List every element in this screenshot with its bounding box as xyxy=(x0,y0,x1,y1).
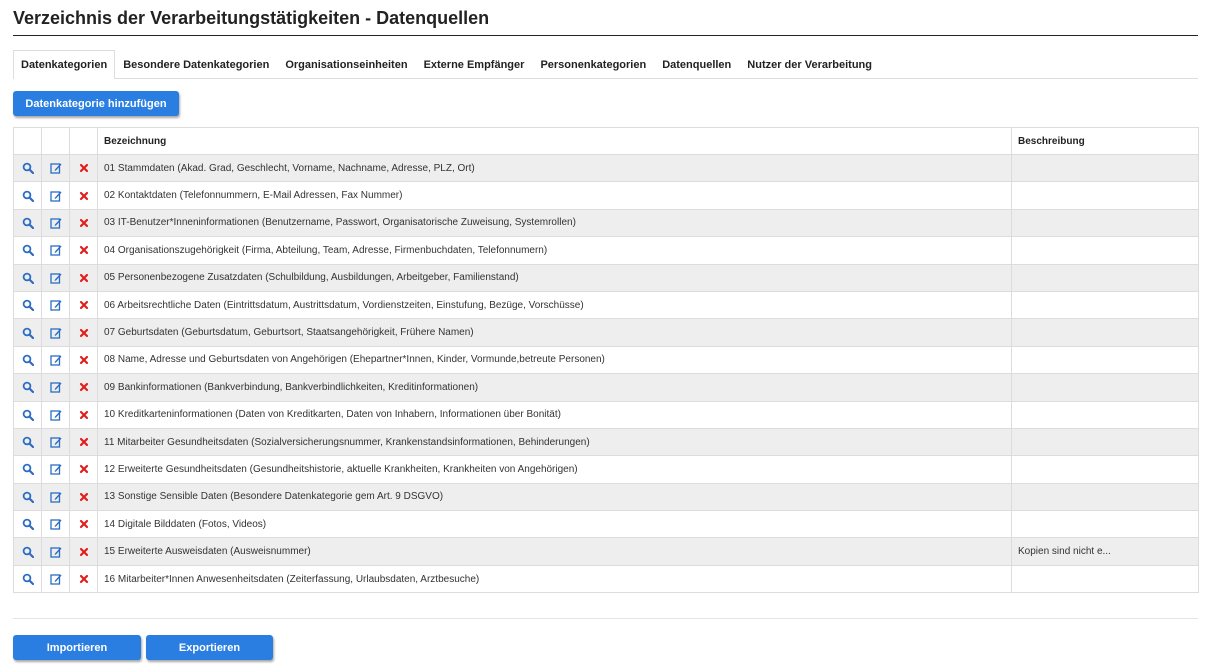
delete-icon xyxy=(78,546,90,557)
edit-icon xyxy=(50,437,62,448)
table-row xyxy=(14,428,1199,455)
search-icon xyxy=(22,492,34,503)
delete-button[interactable] xyxy=(70,319,98,346)
row-bezeichnung: 15 Erweiterte Ausweisdaten (Ausweisnummer) xyxy=(98,538,1012,565)
search-icon xyxy=(22,546,34,557)
view-button[interactable] xyxy=(14,209,42,236)
table-row xyxy=(14,237,1199,264)
search-icon xyxy=(22,163,34,174)
view-button[interactable] xyxy=(14,456,42,483)
edit-button[interactable] xyxy=(42,291,70,318)
row-beschreibung xyxy=(1012,456,1199,483)
table-row xyxy=(14,155,1199,182)
edit-button[interactable] xyxy=(42,428,70,455)
row-beschreibung xyxy=(1012,209,1199,236)
page-title: Verzeichnis der Verarbeitungstätigkeiten - Datenquellen xyxy=(13,8,1198,36)
row-beschreibung xyxy=(1012,264,1199,291)
edit-icon xyxy=(50,546,62,557)
delete-button[interactable] xyxy=(70,456,98,483)
edit-icon xyxy=(50,382,62,393)
row-bezeichnung: 08 Name, Adresse und Geburtsdaten von Angehörigen (Ehepartner*Innen, Kinder, Vormunde,betreute Personen) xyxy=(98,346,1012,373)
table-row xyxy=(14,264,1199,291)
header-action-delete xyxy=(70,128,98,155)
table-row xyxy=(14,209,1199,236)
row-bezeichnung: 14 Digitale Bilddaten (Fotos, Videos) xyxy=(98,511,1012,538)
delete-button[interactable] xyxy=(70,346,98,373)
view-button[interactable] xyxy=(14,374,42,401)
export-button[interactable]: Exportieren xyxy=(146,635,273,660)
edit-icon xyxy=(50,409,62,420)
row-beschreibung xyxy=(1012,428,1199,455)
delete-button[interactable] xyxy=(70,155,98,182)
view-button[interactable] xyxy=(14,319,42,346)
row-bezeichnung: 02 Kontaktdaten (Telefonnummern, E-Mail Adressen, Fax Nummer) xyxy=(98,182,1012,209)
search-icon xyxy=(22,574,34,585)
delete-icon xyxy=(78,437,90,448)
search-icon xyxy=(22,382,34,393)
delete-icon xyxy=(78,409,90,420)
tab-besondere-datenkategorien[interactable]: Besondere Datenkategorien xyxy=(123,59,270,71)
edit-button[interactable] xyxy=(42,374,70,401)
edit-button[interactable] xyxy=(42,401,70,428)
tab-datenkategorien[interactable]: Datenkategorien xyxy=(13,50,115,79)
table-row xyxy=(14,456,1199,483)
edit-button[interactable] xyxy=(42,209,70,236)
import-button[interactable]: Importieren xyxy=(13,635,141,660)
view-button[interactable] xyxy=(14,182,42,209)
header-action-view xyxy=(14,128,42,155)
row-beschreibung xyxy=(1012,483,1199,510)
tab-personenkategorien[interactable]: Personenkategorien xyxy=(540,59,647,71)
delete-button[interactable] xyxy=(70,182,98,209)
table-row xyxy=(14,538,1199,565)
search-icon xyxy=(22,245,34,256)
edit-icon xyxy=(50,574,62,585)
search-icon xyxy=(22,437,34,448)
header-bezeichnung: Bezeichnung xyxy=(98,128,1012,155)
delete-icon xyxy=(78,272,90,283)
edit-icon xyxy=(50,492,62,503)
delete-icon xyxy=(78,355,90,366)
edit-button[interactable] xyxy=(42,182,70,209)
row-bezeichnung: 01 Stammdaten (Akad. Grad, Geschlecht, Vorname, Nachname, Adresse, PLZ, Ort) xyxy=(98,155,1012,182)
header-beschreibung: Beschreibung xyxy=(1012,128,1199,155)
view-button[interactable] xyxy=(14,291,42,318)
tab-externe-empfaenger[interactable]: Externe Empfänger xyxy=(423,59,525,71)
edit-icon xyxy=(50,190,62,201)
table-row xyxy=(14,182,1199,209)
delete-button[interactable] xyxy=(70,374,98,401)
delete-button[interactable] xyxy=(70,538,98,565)
delete-icon xyxy=(78,218,90,229)
footer-divider xyxy=(13,618,1198,619)
delete-icon xyxy=(78,492,90,503)
delete-button[interactable] xyxy=(70,483,98,510)
row-bezeichnung: 09 Bankinformationen (Bankverbindung, Bankverbindlichkeiten, Kreditinformationen) xyxy=(98,374,1012,401)
row-beschreibung xyxy=(1012,401,1199,428)
edit-button[interactable] xyxy=(42,565,70,592)
edit-button[interactable] xyxy=(42,155,70,182)
view-button[interactable] xyxy=(14,237,42,264)
edit-icon xyxy=(50,272,62,283)
edit-button[interactable] xyxy=(42,538,70,565)
tab-organisationseinheiten[interactable]: Organisationseinheiten xyxy=(285,59,408,71)
row-beschreibung xyxy=(1012,155,1199,182)
header-action-edit xyxy=(42,128,70,155)
delete-icon xyxy=(78,464,90,475)
delete-icon xyxy=(78,190,90,201)
search-icon xyxy=(22,519,34,530)
row-bezeichnung: 13 Sonstige Sensible Daten (Besondere Datenkategorie gem Art. 9 DSGVO) xyxy=(98,483,1012,510)
delete-icon xyxy=(78,300,90,311)
view-button[interactable] xyxy=(14,264,42,291)
search-icon xyxy=(22,327,34,338)
view-button[interactable] xyxy=(14,565,42,592)
row-bezeichnung: 10 Kreditkarteninformationen (Daten von Kreditkarten, Daten von Inhabern, Informationen über Bonität) xyxy=(98,401,1012,428)
edit-icon xyxy=(50,464,62,475)
edit-icon xyxy=(50,519,62,530)
row-beschreibung xyxy=(1012,291,1199,318)
view-button[interactable] xyxy=(14,401,42,428)
delete-button[interactable] xyxy=(70,209,98,236)
edit-icon xyxy=(50,355,62,366)
table-row xyxy=(14,346,1199,373)
tab-nutzer-der-verarbeitung[interactable]: Nutzer der Verarbeitung xyxy=(747,59,872,71)
delete-button[interactable] xyxy=(70,428,98,455)
row-beschreibung xyxy=(1012,511,1199,538)
search-icon xyxy=(22,190,34,201)
delete-icon xyxy=(78,163,90,174)
tab-datenquellen[interactable]: Datenquellen xyxy=(662,59,732,71)
table-row xyxy=(14,401,1199,428)
row-beschreibung xyxy=(1012,319,1199,346)
row-bezeichnung: 04 Organisationszugehörigkeit (Firma, Abteilung, Team, Adresse, Firmenbuchdaten, Telefonnumern) xyxy=(98,237,1012,264)
table-row xyxy=(14,291,1199,318)
row-bezeichnung: 05 Personenbezogene Zusatzdaten (Schulbildung, Ausbildungen, Arbeitgeber, Familienstand) xyxy=(98,264,1012,291)
edit-icon xyxy=(50,163,62,174)
view-button[interactable] xyxy=(14,511,42,538)
view-button[interactable] xyxy=(14,155,42,182)
search-icon xyxy=(22,300,34,311)
delete-button[interactable] xyxy=(70,511,98,538)
edit-button[interactable] xyxy=(42,456,70,483)
row-beschreibung: Kopien sind nicht e... xyxy=(1012,538,1199,565)
table-row xyxy=(14,565,1199,592)
view-button[interactable] xyxy=(14,483,42,510)
edit-button[interactable] xyxy=(42,511,70,538)
search-icon xyxy=(22,355,34,366)
row-bezeichnung: 07 Geburtsdaten (Geburtsdatum, Geburtsort, Staatsangehörigkeit, Frühere Namen) xyxy=(98,319,1012,346)
delete-icon xyxy=(78,327,90,338)
table-header-row xyxy=(14,128,1199,155)
search-icon xyxy=(22,464,34,475)
edit-icon xyxy=(50,245,62,256)
edit-button[interactable] xyxy=(42,483,70,510)
view-button[interactable] xyxy=(14,428,42,455)
delete-button[interactable] xyxy=(70,291,98,318)
add-data-category-button[interactable]: Datenkategorie hinzufügen xyxy=(13,91,179,116)
delete-button[interactable] xyxy=(70,401,98,428)
search-icon xyxy=(22,272,34,283)
search-icon xyxy=(22,409,34,420)
row-bezeichnung: 11 Mitarbeiter Gesundheitsdaten (Sozialversicherungsnummer, Krankenstandsinformationen, Behinderungen) xyxy=(98,428,1012,455)
table-row xyxy=(14,319,1199,346)
tab-bar xyxy=(13,50,1198,79)
edit-icon xyxy=(50,218,62,229)
delete-button[interactable] xyxy=(70,565,98,592)
edit-button[interactable] xyxy=(42,319,70,346)
row-bezeichnung: 16 Mitarbeiter*Innen Anwesenheitsdaten (Zeiterfassung, Urlaubsdaten, Arztbesuche) xyxy=(98,565,1012,592)
view-button[interactable] xyxy=(14,346,42,373)
delete-icon xyxy=(78,382,90,393)
delete-button[interactable] xyxy=(70,237,98,264)
row-beschreibung xyxy=(1012,182,1199,209)
row-bezeichnung: 12 Erweiterte Gesundheitsdaten (Gesundheitshistorie, aktuelle Krankheiten, Krankheiten von Angehörigen) xyxy=(98,456,1012,483)
data-category-table xyxy=(13,127,1199,593)
search-icon xyxy=(22,218,34,229)
edit-button[interactable] xyxy=(42,346,70,373)
delete-icon xyxy=(78,574,90,585)
delete-button[interactable] xyxy=(70,264,98,291)
edit-icon xyxy=(50,300,62,311)
delete-icon xyxy=(78,245,90,256)
table-row xyxy=(14,483,1199,510)
view-button[interactable] xyxy=(14,538,42,565)
edit-button[interactable] xyxy=(42,264,70,291)
row-bezeichnung: 06 Arbeitsrechtliche Daten (Eintrittsdatum, Austrittsdatum, Vordienstzeiten, Einstufung, Bezüge, Vorschüsse) xyxy=(98,291,1012,318)
row-beschreibung xyxy=(1012,346,1199,373)
table-row xyxy=(14,511,1199,538)
delete-icon xyxy=(78,519,90,530)
row-beschreibung xyxy=(1012,565,1199,592)
row-beschreibung xyxy=(1012,237,1199,264)
row-beschreibung xyxy=(1012,374,1199,401)
table-row xyxy=(14,374,1199,401)
row-bezeichnung: 03 IT-Benutzer*Inneninformationen (Benutzername, Passwort, Organisatorische Zuweisung, Systemrollen) xyxy=(98,209,1012,236)
edit-icon xyxy=(50,327,62,338)
edit-button[interactable] xyxy=(42,237,70,264)
